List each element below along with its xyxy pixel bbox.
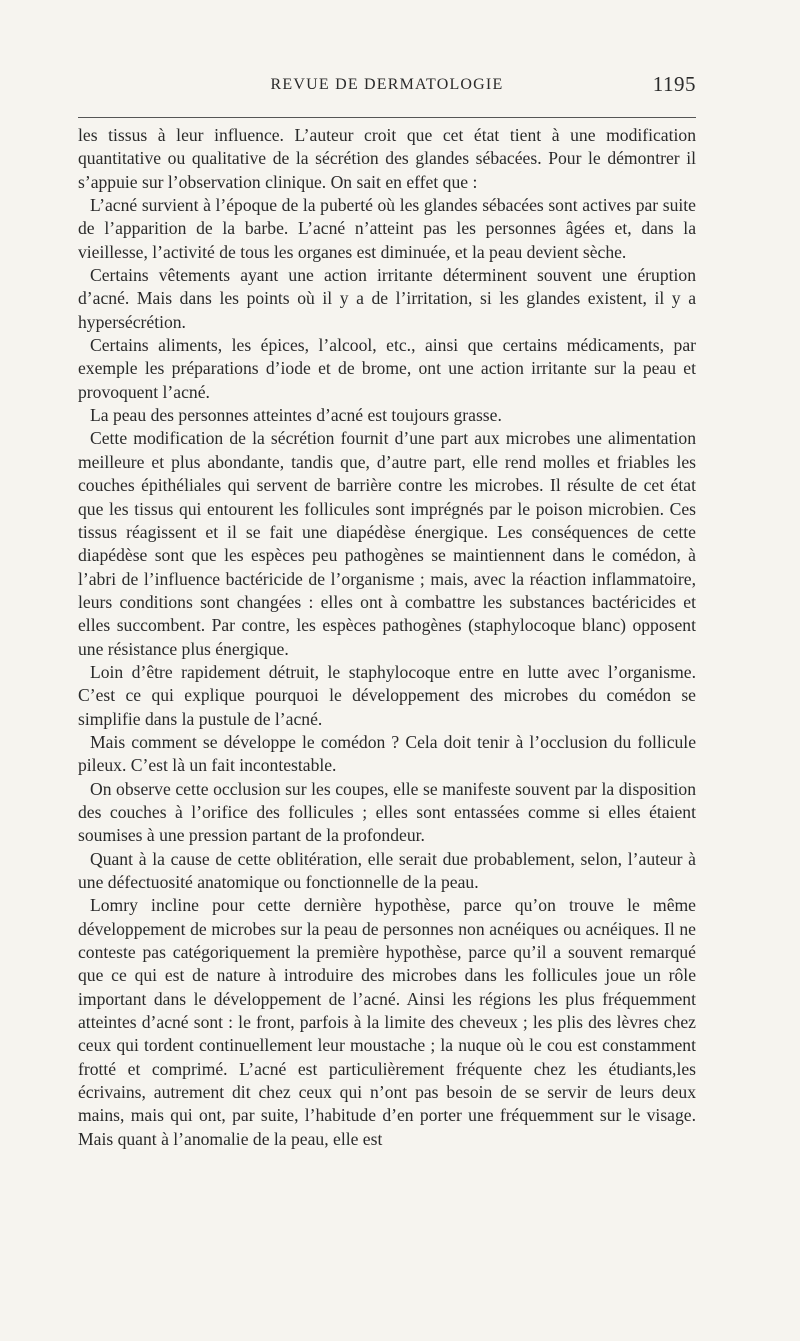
header-rule (78, 117, 696, 118)
paragraph: On observe cette occlusion sur les coupes, elle se manifeste souvent par la disposition des couches à l’orifice des follicules ; elles sont entassées comme si elles étaient soumises à une pression partant de la profondeur. (78, 778, 696, 846)
paragraph: Quant à la cause de cette oblitération, elle serait due probablement, selon, l’auteur à une défectuosité anatomique ou fonctionnelle de la peau. (78, 848, 696, 892)
paragraph: Cette modification de la sécrétion fournit d’une part aux microbes une alimentation meilleure et plus abondante, tandis que, d’autre part, elle rend molles et friables les couches épithéliales qui servent de barrière contre les microbes. Il résulte de cet état que les tissus qui entourent les follicules sont imprégnés par le poison microbien. Ces tissus réagissent et il se fait une diapédèse énergique. Les conséquences de cette diapédèse sont que les espèces peu pathogènes se maintiennent dans le comédon, à l’abri de l’influence bactéricide de l’organisme ; mais, avec la réaction inflammatoire, leurs conditions sont changées : elles ont à combattre les substances bactéricides et elles succombent. Par contre, les espèces pathogènes (staphylocoque blanc) opposent une résistance plus énergique. (78, 428, 696, 659)
journal-title: REVUE DE DERMATOLOGIE (270, 76, 504, 93)
paragraph: Lomry incline pour cette dernière hypothèse, parce qu’on trouve le même développement de microbes sur la peau de personnes non acnéiques ou acnéiques. Il ne conteste pas catégoriquement la première hypothèse, parce qu’il a souvent remarqué que ce qui est de nature à introduire des microbes dans les follicules joue un rôle important dans le développement de l’acné. Ainsi les régions les plus fréquemment atteintes d’acné sont : le front, parfois à la limite des cheveux ; les plis des lèvres chez ceux qui tordent continuellement leur moustache ; la nuque où le cou est constamment frotté et comprimé. L’acné est particulièrement fréquente chez les étudiants,les écrivains, autrement dit chez ceux qui n’ont pas besoin de se servir de leurs deux mains, mais qui ont, par suite, l’habitude d’en porter une fréquemment sur le visage. Mais quant à l’anomalie de la peau, elle est (78, 895, 696, 1149)
paragraph: Certains aliments, les épices, l’alcool, etc., ainsi que certains médicaments, par exemple les préparations d’iode et de brome, ont une action irritante sur la peau et provoquent l’acné. (78, 335, 696, 402)
paragraph: Mais comment se développe le comédon ? Cela doit tenir à l’occlusion du follicule pileux. C’est là un fait incontestable. (78, 731, 696, 776)
paragraph: La peau des personnes atteintes d’acné est toujours grasse. (90, 405, 502, 426)
page-number: 1195 (652, 72, 696, 96)
paragraph: Certains vêtements ayant une action irritante déterminent souvent une éruption d’acné. Mais dans les points où il y a de l’irritation, si les glandes existent, il y a hypersécrétion. (78, 265, 696, 332)
paragraph: les tissus à leur influence. L’auteur croit que cet état tient à une modification quantitative ou qualitative de la sécrétion des glandes sébacées. Pour le démontrer il s’appuie sur l’observation clinique. On sait en effet que : (78, 125, 696, 192)
paragraph: L’acné survient à l’époque de la puberté où les glandes sébacées sont actives par suite de l’apparition de la barbe. L’acné n’atteint pas les personnes âgées et, dans la vieillesse, l’activité de tous les organes est diminuée, et la peau devient sèche. (78, 195, 696, 262)
paragraph: Loin d’être rapidement détruit, le staphylocoque entre en lutte avec l’organisme. C’est ce qui explique pourquoi le développement des microbes du comédon se simplifie dans la pustule de l’acné. (78, 661, 696, 729)
body-text (78, 124, 696, 1151)
running-header (78, 72, 696, 102)
